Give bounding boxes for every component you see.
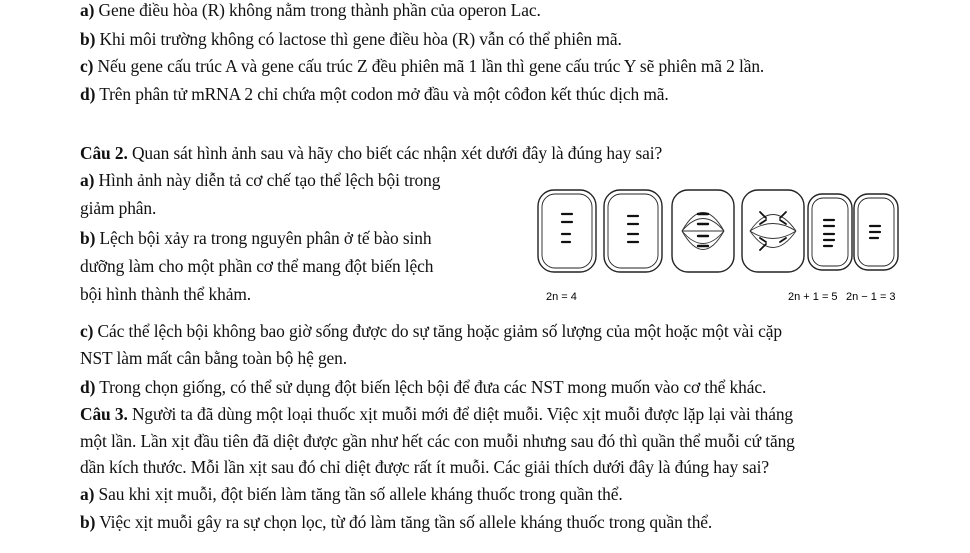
nondisjunction-figure	[532, 176, 902, 306]
q3-b	[80, 512, 712, 532]
q3-b-text: Việc xịt muỗi gây ra sự chọn lọc, từ đó làm tăng tần số allele kháng thuốc trong quần thể.	[95, 512, 713, 532]
cell-anaphase	[742, 190, 804, 272]
q2-b-line1	[80, 228, 431, 248]
q2-a-mark: a)	[80, 170, 95, 190]
statement-mark: c)	[80, 56, 94, 76]
statement-b	[80, 29, 622, 49]
q2-label: Câu 2.	[80, 143, 128, 163]
q2-d	[80, 377, 766, 397]
label-2n: 2n = 4	[546, 291, 577, 303]
q2-b-line2: dưỡng làm cho một phần cơ thể mang đột biến lệch	[80, 256, 434, 276]
q2-c-mark: c)	[80, 321, 94, 341]
cell-prophase	[604, 190, 662, 272]
statement-mark: b)	[80, 29, 96, 49]
q3-line1-text: Người ta đã dùng một loại thuốc xịt muỗi mới để diệt muỗi. Việc xịt muỗi được lặp lại vài tháng	[127, 404, 794, 424]
q2-d-mark: d)	[80, 377, 96, 397]
statement-text: Trên phân tử mRNA 2 chỉ chứa một codon mở đầu và một côđon kết thúc dịch mã.	[95, 84, 669, 104]
q2-c-line2: NST làm mất cân bằng toàn bộ hệ gen.	[80, 348, 348, 368]
q2-a-line2: giảm phân.	[80, 198, 157, 218]
q2-a-line1	[80, 170, 440, 190]
q2-c-line1	[80, 321, 782, 341]
statement-text: Gene điều hòa (R) không nằm trong thành phần của operon Lac.	[94, 0, 541, 20]
q2-d-text: Trong chọn giống, có thể sử dụng đột biến lệch bội để đưa các NST mong muốn vào cơ thể khác.	[95, 377, 767, 397]
q2-prompt-text: Quan sát hình ảnh sau và hãy cho biết các nhận xét dưới đây là đúng hay sai?	[127, 143, 663, 163]
q3-label: Câu 3.	[80, 404, 128, 424]
statement-d	[80, 84, 669, 104]
q2-prompt	[80, 143, 662, 163]
q2-b-text: Lệch bội xảy ra trong nguyên phân ở tế bào sinh	[95, 228, 432, 248]
q3-a-text: Sau khi xịt muỗi, đột biến làm tăng tần số allele kháng thuốc trong quần thể.	[94, 484, 623, 504]
label-monosomy: 2n − 1 = 3	[846, 291, 896, 303]
statement-text: Nếu gene cấu trúc A và gene cấu trúc Z đều phiên mã 1 lần thì gene cấu trúc Y sẽ phiên mã 2 lần.	[93, 56, 765, 76]
q3-line1	[80, 404, 793, 424]
statement-a	[80, 0, 541, 20]
q3-line3: dần kích thước. Mỗi lần xịt sau đó chỉ diệt được rất ít muỗi. Các giải thích dưới đây là đúng hay sai?	[80, 457, 769, 477]
q2-a-text: Hình ảnh này diễn tả cơ chế tạo thể lệch bội trong	[94, 170, 441, 190]
q2-b-line3: bội hình thành thể khảm.	[80, 284, 251, 304]
q3-b-mark: b)	[80, 512, 96, 532]
q3-line2: một lần. Lần xịt đầu tiên đã diệt được gần như hết các con muỗi nhưng sau đó thì quần thể muỗi cứ tăng	[80, 431, 795, 451]
q3-a	[80, 484, 623, 504]
cell-daughter-plus	[808, 194, 852, 270]
statement-mark: a)	[80, 0, 95, 20]
cell-parent	[538, 190, 596, 272]
statement-mark: d)	[80, 84, 96, 104]
statement-text: Khi môi trường không có lactose thì gene điều hòa (R) vẫn có thể phiên mã.	[95, 29, 622, 49]
label-trisomy: 2n + 1 = 5	[788, 291, 838, 303]
q2-c-text: Các thể lệch bội không bao giờ sống được do sự tăng hoặc giảm số lượng của một hoặc một vài cặp	[93, 321, 782, 341]
q3-a-mark: a)	[80, 484, 95, 504]
statement-c	[80, 56, 764, 76]
q2-b-mark: b)	[80, 228, 96, 248]
